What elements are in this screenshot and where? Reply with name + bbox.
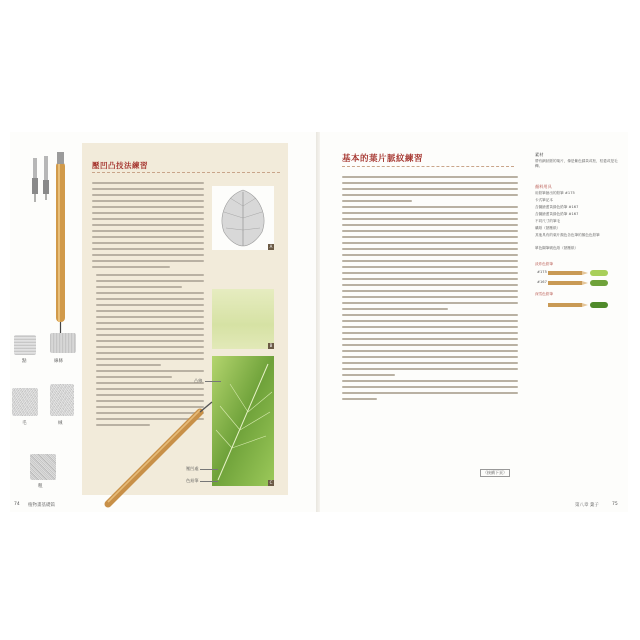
texture-caption-fur: 絨 [58, 421, 63, 426]
right-body-text [342, 176, 518, 404]
step-badge-b: B [269, 343, 273, 348]
texture-caption-hair: 毛 [22, 421, 27, 426]
texture-caption-lines: 線條 [54, 359, 63, 364]
swatch-code-1: #175 [537, 270, 547, 274]
leaf-vein-sketch [212, 186, 274, 250]
texture-dots [14, 335, 36, 355]
callout-pressed: 壓凹處 [186, 466, 199, 471]
texture-fur [50, 384, 74, 416]
green-leaf-illustration [212, 356, 274, 486]
panel-intro-text [92, 182, 204, 272]
callout-raised-line: 凸線 [194, 378, 203, 383]
texture-caption-rough: 粗 [38, 484, 43, 489]
sidebar-tool-8: 單色鋼筆刷色紙（熱壓紙） [535, 246, 579, 250]
stylus-pen-icon [40, 150, 80, 335]
callout-line-raised [205, 381, 221, 382]
sidebar-tool-4: 含圖繪畫黃綠色鉛筆 #167 [535, 212, 579, 216]
texture-caption-dots: 點 [22, 359, 27, 364]
swatch-label-dark: 深雪色鉛筆 [535, 292, 553, 296]
texture-hair [12, 388, 38, 416]
left-page-number: 74 [14, 502, 20, 507]
pencil-swatch-icon-3 [548, 300, 610, 310]
sidebar-tools-title: 顏料用具 [535, 184, 552, 189]
pencil-swatch-icon [548, 268, 610, 278]
right-footer: 第八章 葉子 [575, 503, 599, 508]
right-page-number: 75 [612, 502, 618, 507]
swatch-code-2: #167 [537, 280, 547, 284]
panel-title-rule [92, 172, 280, 173]
texture-rough [30, 454, 56, 480]
swatch-label-light: 淡炸色鉛筆 [535, 262, 553, 266]
callout-pencil: 色鉛筆 [186, 478, 199, 483]
continued-label: （接續下頁） [480, 469, 510, 477]
right-page-title: 基本的葉片脈紋練習 [342, 154, 424, 164]
diagonal-stylus-icon [100, 400, 220, 510]
step-badge-a: A [269, 244, 273, 249]
sidebar-materials-desc: 帶有網狀脈的葉片，像是紫色蘇黃或松，枯萎或是毛櫸。 [535, 159, 618, 168]
sidebar-tool-2: 卡式筆記本 [535, 198, 553, 202]
panel-title: 壓凹凸技法練習 [92, 161, 148, 170]
sidebar-tool-7: 其他具有的葉片顏色各色筆的顏色色鉛筆 [535, 233, 600, 237]
left-footer: 植物畫基礎篇 [28, 503, 55, 508]
texture-lines [50, 333, 76, 353]
pencil-swatch-icon-2 [548, 278, 610, 288]
step-badge-c: C [269, 480, 273, 485]
pale-green-swatch [212, 289, 274, 349]
sidebar-tool-5: 不同尺寸的筆毛 [535, 219, 561, 223]
sidebar-materials-title: 素材 [535, 152, 544, 157]
sidebar-tool-3: 含圖繪畫黃綠色鉛筆 #167 [535, 205, 579, 209]
sidebar-tool-6: 礦紙（熱壓紙） [535, 226, 561, 230]
sidebar-tool-1: 用鉛筆繪出的鉛筆 #175 [535, 191, 575, 195]
right-title-rule [342, 166, 514, 167]
